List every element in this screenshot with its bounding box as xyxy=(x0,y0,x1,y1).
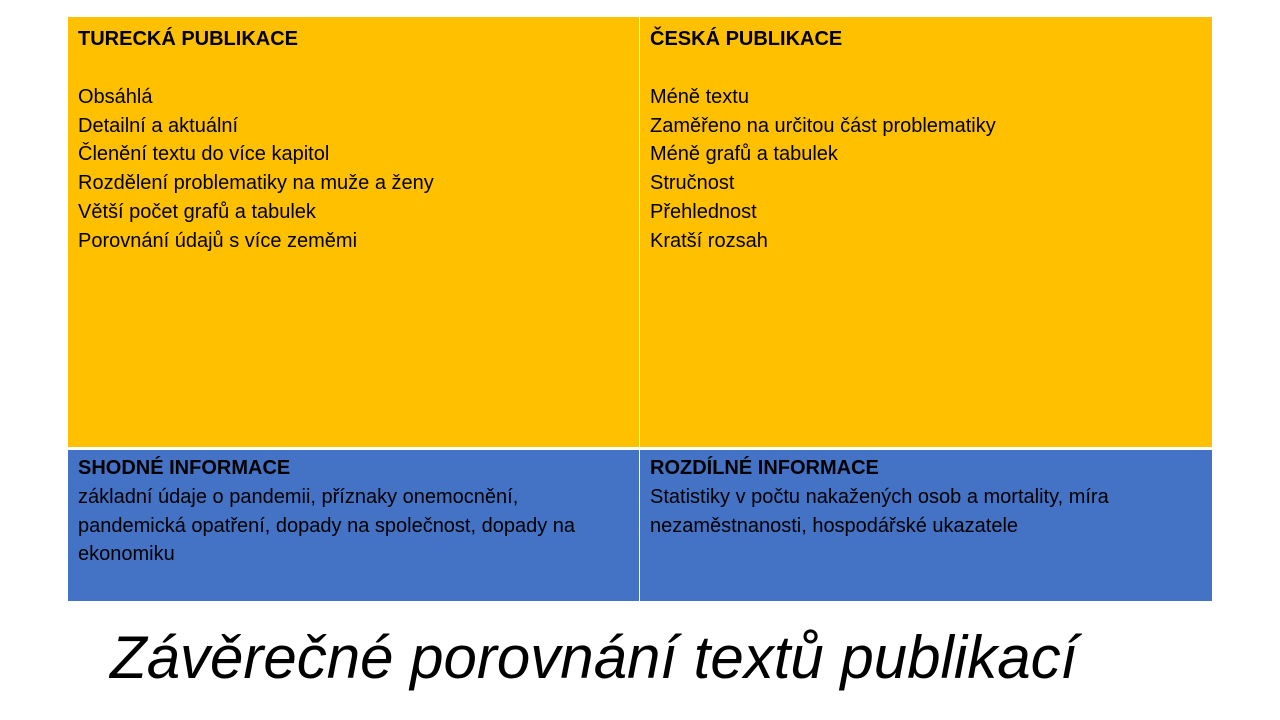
list-item: Stručnost xyxy=(650,172,735,195)
list-item: Porovnání údajů s více zeměmi xyxy=(78,229,358,252)
turkish-publication-heading: TURECKÁ PUBLIKACE xyxy=(78,28,298,50)
comparison-table xyxy=(68,17,1212,601)
czech-publication-heading: ČESKÁ PUBLIKACE xyxy=(650,28,843,50)
list-item: Větší počet grafů a tabulek xyxy=(78,200,316,223)
spacer xyxy=(650,54,1202,83)
different-information-text: Statistiky v počtu nakažených osob a mortality, míra nezaměstnanosti, hospodářské ukazatele xyxy=(650,485,1109,537)
slide-title: Závěrečné porovnání textů publikací xyxy=(110,624,1078,691)
same-information-text: základní údaje o pandemii, příznaky onemocnění, pandemická opatření, dopady na společnost, dopady na ekonomiku xyxy=(78,485,576,566)
czech-publication-list xyxy=(650,83,1202,256)
same-information-heading: SHODNÉ INFORMACE xyxy=(78,457,291,479)
different-information-heading: ROZDÍLNÉ INFORMACE xyxy=(650,457,879,479)
different-information-cell xyxy=(640,450,1212,601)
list-item: Členění textu do více kapitol xyxy=(78,143,330,166)
list-item: Méně grafů a tabulek xyxy=(650,143,838,166)
turkish-publication-list xyxy=(78,83,629,256)
list-item: Obsáhlá xyxy=(78,85,153,108)
czech-publication-cell xyxy=(640,17,1212,450)
list-item: Méně textu xyxy=(650,85,749,108)
list-item: Přehlednost xyxy=(650,200,757,223)
list-item: Kratší rozsah xyxy=(650,229,768,252)
same-information-cell xyxy=(68,450,640,601)
spacer xyxy=(78,54,629,83)
list-item: Rozdělení problematiky na muže a ženy xyxy=(78,172,434,195)
list-item: Zaměřeno na určitou část problematiky xyxy=(650,114,996,137)
turkish-publication-cell xyxy=(68,17,640,450)
list-item: Detailní a aktuální xyxy=(78,114,239,137)
